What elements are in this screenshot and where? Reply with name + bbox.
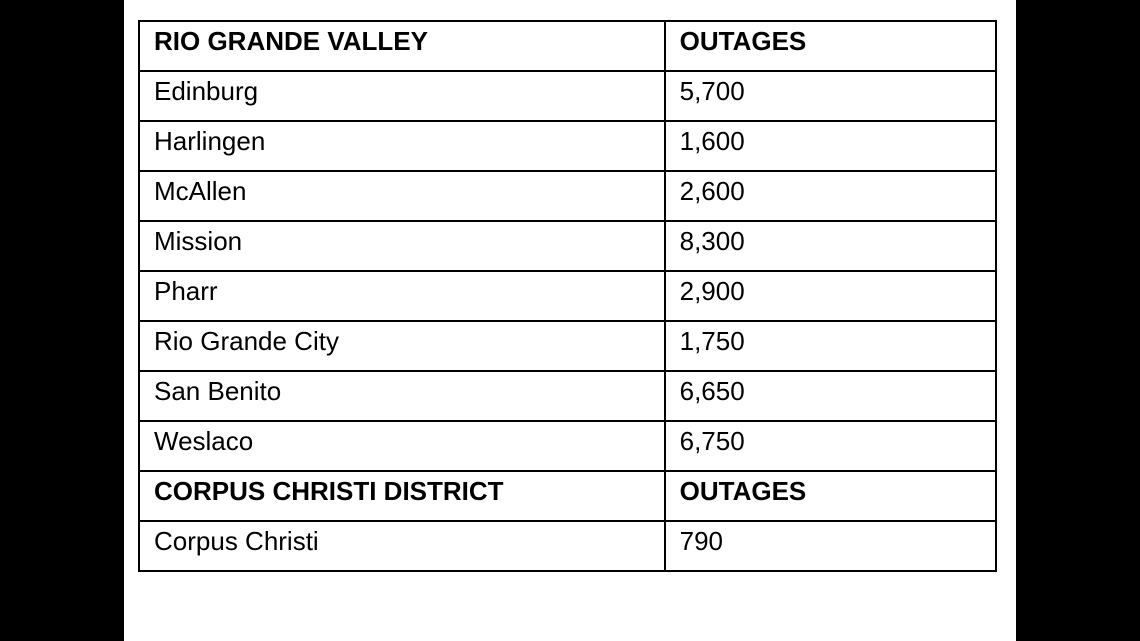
city-cell: Weslaco — [139, 421, 665, 471]
outage-count-cell: 8,300 — [665, 221, 996, 271]
outage-count-cell: 2,900 — [665, 271, 996, 321]
table-row — [139, 521, 996, 571]
city-cell: Pharr — [139, 271, 665, 321]
city-cell: McAllen — [139, 171, 665, 221]
city-cell: Mission — [139, 221, 665, 271]
outage-count-cell: 1,600 — [665, 121, 996, 171]
city-cell: San Benito — [139, 371, 665, 421]
table-row — [139, 271, 996, 321]
outage-count-cell: 1,750 — [665, 321, 996, 371]
table-row — [139, 321, 996, 371]
outage-count-cell: 6,750 — [665, 421, 996, 471]
section-header-row — [139, 471, 996, 521]
outage-count-cell: 5,700 — [665, 71, 996, 121]
city-cell: Rio Grande City — [139, 321, 665, 371]
outage-count-cell: 790 — [665, 521, 996, 571]
section-header-row — [139, 21, 996, 71]
city-cell: Harlingen — [139, 121, 665, 171]
table-row — [139, 421, 996, 471]
table-row — [139, 121, 996, 171]
table-row — [139, 171, 996, 221]
table-row — [139, 371, 996, 421]
table-row — [139, 71, 996, 121]
city-cell: Corpus Christi — [139, 521, 665, 571]
outages-table — [138, 20, 997, 572]
column-header-outages: OUTAGES — [665, 471, 996, 521]
outage-count-cell: 6,650 — [665, 371, 996, 421]
section-title: CORPUS CHRISTI DISTRICT — [139, 471, 665, 521]
table-row — [139, 221, 996, 271]
city-cell: Edinburg — [139, 71, 665, 121]
outage-count-cell: 2,600 — [665, 171, 996, 221]
document-page — [124, 0, 1016, 641]
section-title: RIO GRANDE VALLEY — [139, 21, 665, 71]
column-header-outages: OUTAGES — [665, 21, 996, 71]
